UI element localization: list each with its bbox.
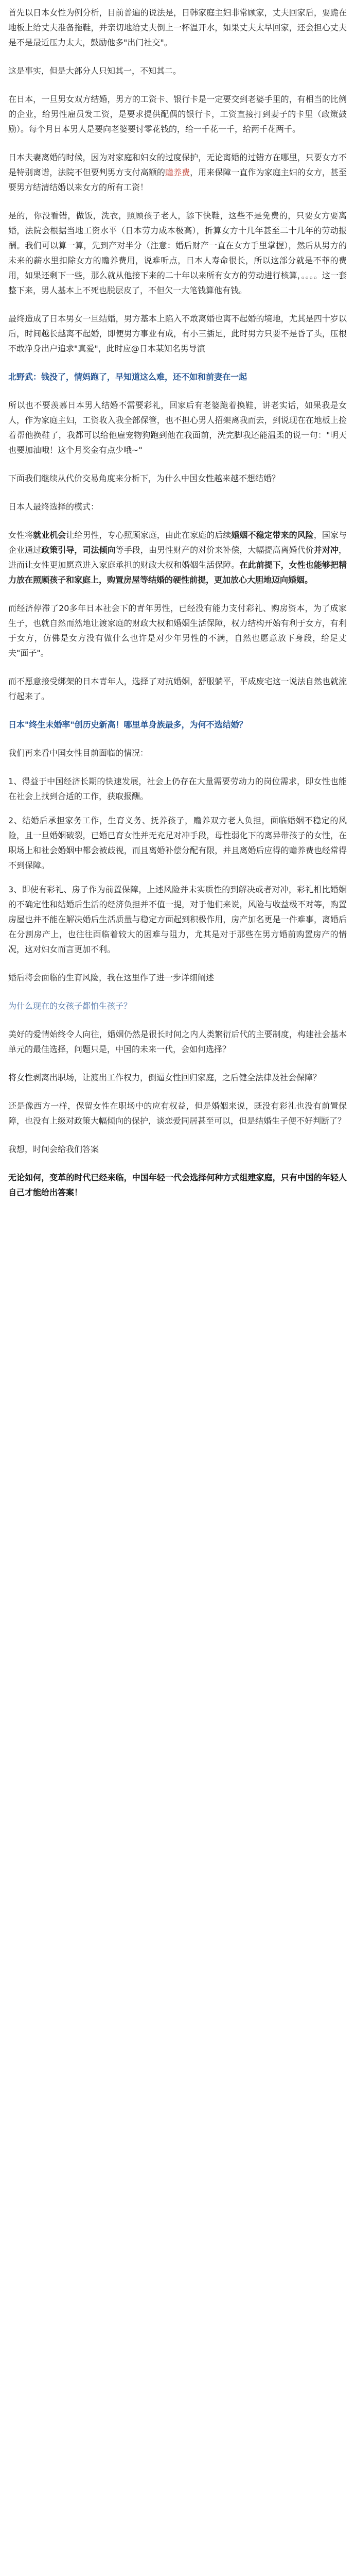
model-bold-b: 就业机会: [33, 530, 66, 540]
paragraph-china-situation-heading: 我们再来看中国女性目前面临的情况：: [8, 748, 149, 758]
model-bold-d: 婚姻不稳定带来的风险: [231, 530, 314, 540]
link-lifetime-unmarried[interactable]: 日本"终生未婚率"创历史新高！哪里单身族最多，为何不选结婚？: [8, 720, 247, 730]
paragraph-japan-housewife: 首先以日本女性为例分析，目前普遍的说法是，日韩家庭主妇非常顾家，丈夫回家后，要跪在地板上给丈夫准备拖鞋，并亲切地给丈夫倒上一杯温开水，如果丈夫太早回家，还会担心丈夫是不是最近压力太大，鼓励他多"出门社交"。: [8, 8, 347, 47]
list-item-2: 2、结婚后承担家务工作，生育义务、抚养孩子，赡养双方老人负担，面临婚姻不稳定的风险，且一旦婚姻破裂，已婚已育女性并无充足对冲手段，母性弱化下的离异带孩子的女性，在职场上和社会婚姻中都会被歧视，而且离婚补偿分配有限，并且离婚后应得的赡养费也经常得不到保障。: [8, 816, 347, 870]
paragraph-trade-off: 下面我们继续从代价交易角度来分析下，为什么中国女性越来越不想结婚？: [8, 473, 280, 483]
model-text-e: ，国家与企业通过: [8, 530, 347, 555]
model-text-c: 让给男性，专心照顾家庭，由此在家庭的后续: [66, 530, 232, 540]
quote-kitano: 北野武：钱没了，情妈跑了，早知道这么难，还不如和前妻在一起: [8, 372, 247, 382]
paragraph-housework-paid: 是的，你没看错，做饭，洗衣，照顾孩子老人，舔下快鞋，这些不是免费的，只要女方要离婚，法院会根据当地工资水平（日本劳力成本极高），折算女方十几年甚至二十几年的劳动报酬。我们可以算一算，先到产对半分（注意：婚后财产一直在女方手里掌握），然后从男方的未来的薪水里扣除女方的赡养费用，说难听点，日本人寿命很长，所以这部分就是不菲的费用，如果还剩下一些，那么就从他接下来的二十年以来所有女方的劳动进行核算，。。。。这一套整下来，男人基本上不死也脱层皮了，不但欠一大笔钱算他有钱。: [8, 211, 347, 295]
paragraph-option-western: 还是像西方一样，保留女性在职场中的应有权益，但是婚姻来说，既没有彩礼也没有前置保障，也没有上级对政策大幅倾向的保护，谈恋爱同居甚至可以，但是结婚生子便不好判断了？: [8, 1101, 347, 1126]
alimony-text-b: ，用来保障一直作为家庭主妇的女方，甚至要男方结清结婚以来女方的所有工资！: [8, 167, 347, 192]
paragraph-time-answer: 我想，时间会给我们答案: [8, 1144, 99, 1154]
article: [0, 0, 355, 1200]
list-item-1: 1、得益于中国经济长期的快速发展，社会上仍存在大量需要劳动力的岗位需求，即女性也能在社会上找到合适的工作，获取报酬。: [8, 776, 347, 801]
model-text-a: 女性将: [8, 530, 33, 540]
link-afraid-childbirth[interactable]: 为什么现在的女孩子都怕生孩子？: [8, 1001, 132, 1011]
model-text-g: 等手段，由男性财产的对价来补偿，大幅提高离婚代价: [115, 545, 314, 555]
alimony-text-a: 日本夫妻离婚的时候，因为对家庭和妇女的过度保护，无论离婚的过错方在哪里，只要女方不是特别离谱，法院不但要判男方支付高额的: [8, 152, 347, 177]
paragraph-japan-model: [8, 528, 347, 587]
paragraph-japan-young-men: 而经济停滞了20多年日本社会下的青年男性，已经没有能力支付彩礼、购房资本，为了成家生子，也就自然而然地让渡家庭的财政大权和婚姻生活保障，权力结构开始有利于女方，有利于女方，仿佛是女方没有做什么也许是对少年男性的不满，自然也愿意放下身段，给足丈夫"面子"。: [8, 603, 347, 658]
paragraph-conclusion: 无论如何，变革的时代已经来临，中国年轻一代会选择何种方式组建家庭，只有中国的年轻人自己才能给出答案！: [8, 1173, 347, 1197]
alimony-link[interactable]: 赡养费: [165, 167, 190, 177]
paragraph-lying-flat: 而不愿意接受绑架的日本青年人，选择了对抗婚姻，舒服躺平，平成废宅这一说法自然也就流行起来了。: [8, 676, 347, 701]
model-bold-f: 政策引导，司法倾向: [41, 545, 116, 555]
model-bold-j: 在此前提下，女性也能够把精力放在照顾孩子和家庭上，购置房屋等结婚的硬性前提，更加放心大胆地迈向婚姻。: [8, 560, 347, 585]
paragraph-love-marriage: 美好的爱情始终令人向往，婚姻仍然是很长时间之内人类繁衍后代的主要制度，构建社会基本单元的最佳选择，问题只是，中国的未来一代，会如何选择？: [8, 1029, 347, 1054]
paragraph-fertility-risk: 婚后将会面临的生育风险，我在这里作了进一步详细阐述: [8, 973, 215, 982]
paragraph-option-return-home: 将女性剥离出职场，让渡出工作权力，倒逼女性回归家庭，之后健全法律及社会保障？: [8, 1073, 322, 1082]
model-text-i: ，进而让女性更加愿意进入家庭承担的财政大权和婚姻生活保障。: [8, 545, 347, 570]
list-item-3: 3、即使有彩礼、房子作为前置保障，上述风险并未实质性的到解决或者对冲，彩礼相比婚姻的不确定性和结婚后生活的经济负担并不值一提，对于他们来说，风险与收益极不对等，购置房屋也并不能在解决婚后生活质量与稳定方面起到积极作用，房产加名更是一件难事，离婚后在分割房产上，也往往面临着较大的困难与阻力，尤其是对于那些在男方婚前购置房产的情况，这对妇女而言更加不利。: [8, 885, 347, 954]
paragraph-divorce-alimony: [8, 150, 347, 195]
model-bold-h: 并对冲: [313, 545, 339, 555]
paragraph-cannot-divorce: 最终造成了日本男女一旦结婚，男方基本上陷入不敢离婚也离不起婚的境地，尤其是四十岁以后，时间越长越离不起婚，即便男方事业有成，有小三插足，此时男方只要不是昏了头，压根不敢净身出户追求"真爱"，此时应@日本某知名男导演: [8, 314, 347, 353]
paragraph-japan-model-heading: 日本人最终选择的模式：: [8, 502, 99, 512]
paragraph-know-one-side: 这是事实，但是大部分人只知其一，不知其二。: [8, 66, 182, 76]
paragraph-salary-card: 在日本，一旦男女双方结婚，男方的工资卡、银行卡是一定要交到老婆手里的，有相当的比例的企业，给男性雇员发工资，是要求提供配偶的银行卡，工资直接打到妻子的卡里（政策鼓励）。每个月日本男人是要向老婆要讨零花钱的，给一千花一千，给两千花两千。: [8, 94, 347, 134]
paragraph-dont-envy: 所以也不要羡慕日本男人结婚不需要彩礼，回家后有老婆跪着换鞋，讲老实话，如果我是女人，作为家庭主妇，工资收入我全部保管，也不担心男人招架离我而去，到说现在在地板上捡着帮他换鞋了，我都可以给他雇宠物狗跑到他在我面前，洗完脚我还能温柔的说一句："明天也要加油哦！这个月奖金有点少哦~": [8, 400, 347, 455]
